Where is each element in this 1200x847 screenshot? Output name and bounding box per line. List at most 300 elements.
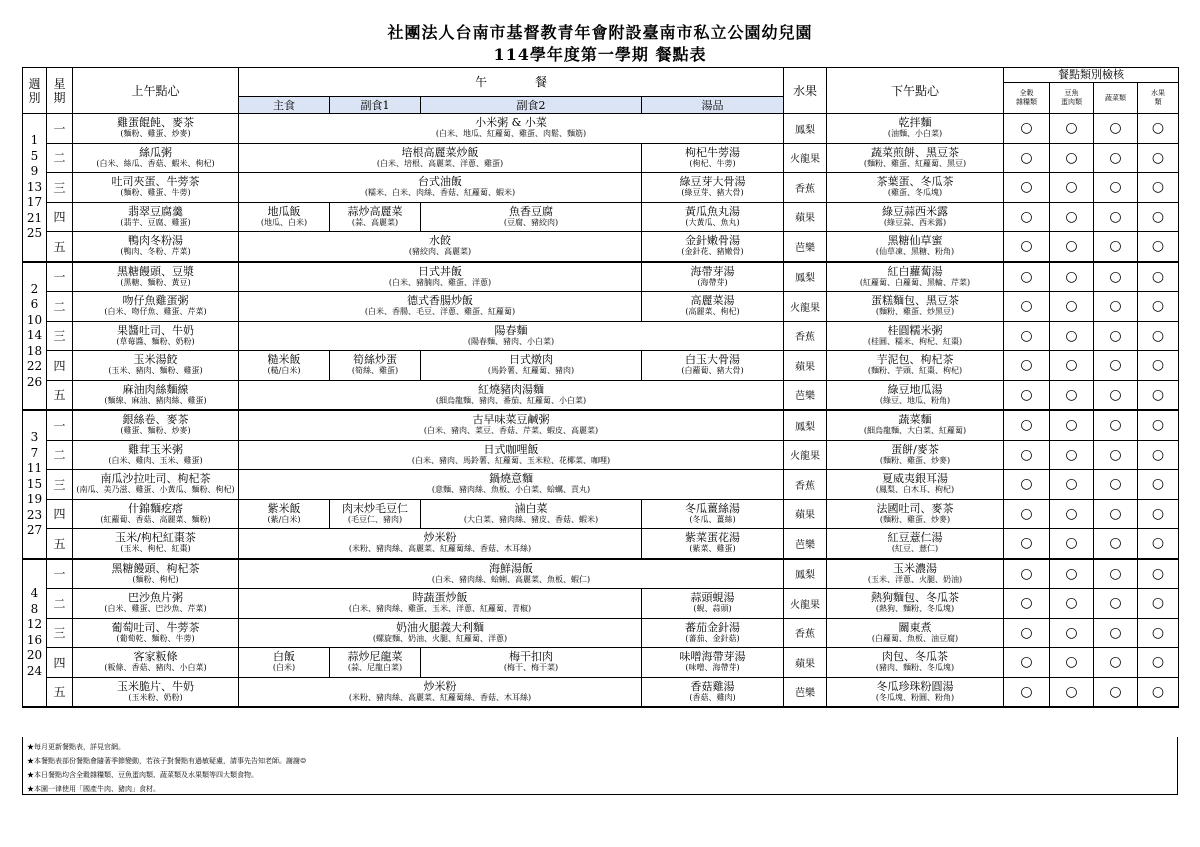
am-snack-ingredients: (草莓醬、麵粉、奶粉) bbox=[116, 336, 195, 346]
am-snack-ingredients: (翡芋、豆腐、雞蛋) bbox=[120, 217, 191, 227]
lunch-dish-name: 鍋燒意麵 bbox=[489, 472, 533, 486]
pm-snack bbox=[827, 292, 1004, 322]
check-circle: ○ bbox=[1094, 410, 1138, 440]
lunch-dish bbox=[239, 559, 784, 589]
soup-ingredients: (大黃瓜、魚丸) bbox=[685, 217, 740, 227]
check-circle: ○ bbox=[1050, 173, 1094, 203]
pm-snack-name: 綠豆蒜西米露 bbox=[882, 204, 949, 218]
check-circle: ○ bbox=[1050, 559, 1094, 589]
soup-name: 高麗菜湯 bbox=[690, 294, 735, 308]
pm-snack-ingredients: (白蘿蔔、魚板、油豆腐) bbox=[871, 633, 959, 643]
weekday: 五 bbox=[47, 380, 73, 410]
soup-ingredients: (枸杞、牛蒡) bbox=[689, 158, 736, 168]
menu-row bbox=[23, 410, 1179, 440]
lunch-dish-name: 時蔬蛋炒飯 bbox=[412, 591, 468, 605]
am-snack-ingredients: (粄條、香菇、豬肉、小白菜) bbox=[104, 663, 207, 673]
am-snack-ingredients: (葡萄乾、麵粉、牛蒡) bbox=[116, 633, 195, 643]
lunch-dish bbox=[239, 232, 642, 262]
pm-snack-ingredients: (豬肉、麵粉、冬瓜塊) bbox=[875, 663, 955, 673]
side-dish-2-name: 梅干扣肉 bbox=[509, 650, 553, 664]
weekday: 一 bbox=[47, 262, 73, 292]
notes bbox=[22, 737, 1178, 795]
pm-snack-ingredients: (綠豆蒜、西米露) bbox=[883, 217, 947, 227]
header-check-vegetable: 蔬菜類 bbox=[1094, 83, 1138, 114]
pm-snack bbox=[827, 321, 1004, 351]
am-snack bbox=[73, 559, 239, 589]
check-circle: ○ bbox=[1004, 410, 1050, 440]
lunch-dish-name: 炒米粉 bbox=[423, 531, 457, 545]
am-snack-ingredients: (白米、雞肉、玉米、雞蛋) bbox=[108, 455, 203, 465]
check-circle: ○ bbox=[1004, 648, 1050, 678]
pm-snack-ingredients: (鳳梨、白木耳、枸杞) bbox=[875, 485, 955, 495]
lunch-dish-ingredients: (白米、地瓜、紅蘿蔔、雞蛋、肉鬆、麵筋) bbox=[435, 129, 587, 139]
check-circle: ○ bbox=[1094, 232, 1138, 262]
check-circle: ○ bbox=[1004, 559, 1050, 589]
soup-ingredients: (高麗菜、枸杞) bbox=[685, 307, 740, 317]
am-snack-ingredients: (黑糖、麵粉、黃豆) bbox=[120, 277, 191, 287]
weekday: 四 bbox=[47, 202, 73, 232]
check-circle: ○ bbox=[1094, 380, 1138, 410]
am-snack bbox=[73, 589, 239, 619]
weekday: 三 bbox=[47, 470, 73, 500]
check-circle: ○ bbox=[1138, 618, 1179, 648]
fruit: 蘋果 bbox=[784, 499, 827, 529]
check-circle: ○ bbox=[1050, 143, 1094, 173]
pm-snack-ingredients: (紅豆、薏仁) bbox=[891, 544, 939, 554]
check-circle: ○ bbox=[1050, 677, 1094, 707]
weekday: 五 bbox=[47, 677, 73, 707]
pm-snack-ingredients: (雞蛋、冬瓜塊) bbox=[887, 188, 943, 198]
header-side-2: 副食2 bbox=[421, 97, 642, 114]
am-snack bbox=[73, 351, 239, 381]
check-circle: ○ bbox=[1138, 410, 1179, 440]
check-circle: ○ bbox=[1138, 677, 1179, 707]
check-circle: ○ bbox=[1004, 321, 1050, 351]
pm-snack bbox=[827, 351, 1004, 381]
am-snack-name: 南瓜沙拉吐司、枸杞茶 bbox=[100, 472, 211, 486]
note: ★每月更新餐點表，詳見官網。 bbox=[27, 743, 125, 751]
lunch-dish bbox=[239, 143, 642, 173]
weekday: 一 bbox=[47, 114, 73, 144]
am-snack-name: 葡萄吐司、牛蒡茶 bbox=[111, 620, 200, 634]
menu-row bbox=[23, 173, 1179, 203]
lunch-dish-name: 培根高麗菜炒飯 bbox=[401, 145, 479, 159]
am-snack bbox=[73, 262, 239, 292]
pm-snack bbox=[827, 648, 1004, 678]
side-dish-1-name: 筍絲炒蛋 bbox=[353, 353, 397, 367]
pm-snack-name: 黑糖仙草蜜 bbox=[887, 234, 943, 248]
am-snack-name: 麻油肉絲麵線 bbox=[122, 382, 189, 396]
lunch-dish-name: 陽春麵 bbox=[494, 323, 528, 337]
check-circle: ○ bbox=[1004, 529, 1050, 559]
header-main-dish: 主食 bbox=[239, 97, 330, 114]
menu-row bbox=[23, 499, 1179, 529]
check-circle: ○ bbox=[1094, 143, 1138, 173]
check-circle: ○ bbox=[1050, 440, 1094, 470]
check-circle: ○ bbox=[1138, 470, 1179, 500]
pm-snack bbox=[827, 114, 1004, 144]
side-dish-2 bbox=[421, 202, 642, 232]
lunch-dish-ingredients: (螺旋麵、奶油、火腿、紅蘿蔔、洋蔥) bbox=[372, 633, 508, 643]
weekday: 二 bbox=[47, 292, 73, 322]
side-dish-1-name: 蒜炒高麗菜 bbox=[347, 204, 403, 218]
check-circle: ○ bbox=[1138, 380, 1179, 410]
lunch-dish-name: 台式油飯 bbox=[418, 175, 462, 189]
pm-snack-ingredients: (油麵、小白菜) bbox=[887, 129, 943, 139]
side-dish-1 bbox=[330, 351, 421, 381]
lunch-dish-name: 水餃 bbox=[429, 234, 451, 248]
lunch-dish bbox=[239, 470, 784, 500]
menu-row bbox=[23, 618, 1179, 648]
pm-snack-name: 紅白蘿蔔湯 bbox=[887, 264, 943, 278]
side-dish-2-ingredients: (梅干、梅干菜) bbox=[503, 663, 559, 673]
check-circle: ○ bbox=[1138, 114, 1179, 144]
pm-snack bbox=[827, 173, 1004, 203]
note: ★本園一律使用「國產牛肉、豬肉」食材。 bbox=[27, 785, 160, 793]
check-circle: ○ bbox=[1138, 173, 1179, 203]
side-dish-1 bbox=[330, 499, 421, 529]
am-snack-ingredients: (紅蘿蔔、香菇、高麗菜、麵粉) bbox=[100, 514, 211, 524]
note: ★本餐點表部份餐點會隨著季節變動，若孩子對餐點有過敏疑慮，請事先告知老師。謝謝☺ bbox=[27, 757, 307, 765]
soup bbox=[642, 529, 784, 559]
pm-snack-ingredients: (綠豆、地瓜、粉角) bbox=[879, 395, 951, 405]
lunch-dish bbox=[239, 262, 642, 292]
pm-snack-ingredients: (麵粉、雞蛋、炒麥) bbox=[879, 514, 951, 524]
am-snack bbox=[73, 321, 239, 351]
header-check: 餐點類別檢核 bbox=[1004, 68, 1179, 83]
am-snack-name: 玉米脆片、牛奶 bbox=[117, 679, 194, 693]
side-dish-1-ingredients: (蒜、高麗菜) bbox=[351, 217, 399, 227]
pm-snack bbox=[827, 499, 1004, 529]
check-circle: ○ bbox=[1050, 232, 1094, 262]
am-snack-ingredients: (鴨肉、冬粉、芹菜) bbox=[120, 247, 191, 257]
fruit: 火龍果 bbox=[784, 292, 827, 322]
side-dish-1 bbox=[330, 648, 421, 678]
lunch-dish-ingredients: (糯米、白米、肉絲、香菇、紅蘿蔔、蝦米) bbox=[364, 188, 516, 198]
lunch-dish-ingredients: (意麵、豬肉絲、魚板、小白菜、蛤蠣、貢丸) bbox=[431, 485, 591, 495]
pm-snack bbox=[827, 380, 1004, 410]
pm-snack bbox=[827, 618, 1004, 648]
check-circle: ○ bbox=[1094, 173, 1138, 203]
am-snack-name: 玉米/枸杞紅棗茶 bbox=[115, 531, 196, 545]
soup-name: 白玉大骨湯 bbox=[685, 353, 740, 367]
am-snack-ingredients: (白米、絲瓜、香菇、蝦米、枸杞) bbox=[96, 158, 215, 168]
pm-snack-ingredients: (玉米、洋蔥、火腿、奶油) bbox=[867, 574, 963, 584]
check-circle: ○ bbox=[1050, 351, 1094, 381]
check-circle: ○ bbox=[1138, 529, 1179, 559]
check-circle: ○ bbox=[1138, 440, 1179, 470]
am-snack-ingredients: (白米、雞蛋、巴沙魚、芹菜) bbox=[104, 604, 207, 614]
weekday: 二 bbox=[47, 143, 73, 173]
soup-ingredients: (綠豆芽、豬大骨) bbox=[681, 188, 744, 198]
pm-snack-name: 冬瓜珍珠粉圓湯 bbox=[876, 679, 954, 693]
kindergarten-name: 社團法人台南市基督教青年會附設臺南市私立公園幼兒園 bbox=[387, 23, 813, 42]
pm-snack bbox=[827, 559, 1004, 589]
check-circle: ○ bbox=[1004, 143, 1050, 173]
check-circle: ○ bbox=[1094, 618, 1138, 648]
header-day: 星 期 bbox=[47, 68, 73, 114]
header-check-fruit: 水果 類 bbox=[1138, 83, 1179, 114]
am-snack-name: 翡翠豆腐羹 bbox=[128, 204, 183, 218]
lunch-dish-name: 古早味菜豆鹹粥 bbox=[472, 413, 550, 427]
note: ★本日餐點均含全穀雜糧類、豆魚蛋肉類、蔬菜類及水果類等四大類食物。 bbox=[27, 771, 258, 779]
am-snack-ingredients: (麵粉、雞蛋、牛蒡) bbox=[120, 188, 191, 198]
pm-snack bbox=[827, 143, 1004, 173]
am-snack bbox=[73, 202, 239, 232]
soup-name: 蒜頭蜆湯 bbox=[690, 591, 735, 605]
lunch-dish bbox=[239, 173, 642, 203]
week-label: 3 7 11 15 19 23 27 bbox=[23, 410, 47, 559]
check-circle: ○ bbox=[1050, 589, 1094, 619]
menu-row bbox=[23, 143, 1179, 173]
side-dish-2-name: 滷白菜 bbox=[514, 501, 548, 515]
am-snack bbox=[73, 232, 239, 262]
lunch-dish-ingredients: (白米、豬肉絲、蛤蜊、高麗菜、魚板、蝦仁) bbox=[431, 574, 591, 584]
side-dish-2-name: 魚香豆腐 bbox=[509, 204, 553, 218]
header-am-snack: 上午點心 bbox=[73, 68, 239, 114]
main-dish-ingredients: (白米) bbox=[272, 663, 296, 673]
side-dish-2-ingredients: (大白菜、豬肉絲、豬皮、香菇、蝦米) bbox=[463, 514, 599, 524]
main-dish-name: 地瓜飯 bbox=[267, 204, 301, 218]
soup bbox=[642, 292, 784, 322]
pm-snack bbox=[827, 677, 1004, 707]
pm-snack bbox=[827, 470, 1004, 500]
lunch-dish bbox=[239, 410, 784, 440]
am-snack bbox=[73, 677, 239, 707]
check-circle: ○ bbox=[1050, 114, 1094, 144]
am-snack bbox=[73, 618, 239, 648]
weekday: 四 bbox=[47, 351, 73, 381]
pm-snack-ingredients: (桂圓、糯米、枸杞、紅棗) bbox=[867, 336, 963, 346]
main-dish-name: 糙米飯 bbox=[267, 353, 301, 367]
fruit: 鳳梨 bbox=[784, 559, 827, 589]
pm-snack bbox=[827, 262, 1004, 292]
week-label: 4 8 12 16 20 24 bbox=[23, 559, 47, 708]
am-snack bbox=[73, 470, 239, 500]
am-snack bbox=[73, 410, 239, 440]
am-snack-ingredients: (玉米、豬肉、麵粉、雞蛋) bbox=[108, 366, 203, 376]
check-circle: ○ bbox=[1094, 499, 1138, 529]
header-side-1: 副食1 bbox=[330, 97, 421, 114]
soup bbox=[642, 173, 784, 203]
soup-ingredients: (海帶芽) bbox=[697, 277, 728, 287]
soup-ingredients: (紫菜、雞蛋) bbox=[689, 544, 736, 554]
weekday: 四 bbox=[47, 648, 73, 678]
lunch-dish-name: 炒米粉 bbox=[423, 679, 457, 693]
soup bbox=[642, 262, 784, 292]
soup-ingredients: (白蘿蔔、豬大骨) bbox=[681, 366, 744, 376]
header-pm-snack: 下午點心 bbox=[827, 68, 1004, 114]
pm-snack-ingredients: (麵粉、雞蛋、紅蘿蔔、黑豆) bbox=[863, 158, 967, 168]
lunch-dish-name: 日式咖哩飯 bbox=[483, 442, 539, 456]
am-snack bbox=[73, 499, 239, 529]
lunch-dish-ingredients: (白米、豬肉、馬鈴薯、紅蘿蔔、玉米粒、花椰菜、咖哩) bbox=[411, 455, 611, 465]
check-circle: ○ bbox=[1138, 559, 1179, 589]
check-circle: ○ bbox=[1050, 410, 1094, 440]
lunch-dish-ingredients: (白米、培根、高麗菜、洋蔥、雞蛋) bbox=[376, 158, 504, 168]
am-snack-name: 黑糖饅頭、豆漿 bbox=[117, 264, 194, 278]
header-fruit: 水果 bbox=[784, 68, 827, 114]
pm-snack-name: 蔬菜煎餅、黑豆茶 bbox=[871, 145, 960, 159]
lunch-dish bbox=[239, 292, 642, 322]
menu-row bbox=[23, 321, 1179, 351]
soup bbox=[642, 648, 784, 678]
pm-snack-name: 茶葉蛋、冬瓜茶 bbox=[876, 175, 954, 189]
check-circle: ○ bbox=[1094, 114, 1138, 144]
weekday: 三 bbox=[47, 321, 73, 351]
pm-snack-name: 熱狗麵包、冬瓜茶 bbox=[871, 591, 960, 605]
pm-snack-name: 乾拌麵 bbox=[898, 116, 932, 130]
weekday: 一 bbox=[47, 559, 73, 589]
side-dish-2 bbox=[421, 648, 642, 678]
soup bbox=[642, 677, 784, 707]
check-circle: ○ bbox=[1050, 292, 1094, 322]
check-circle: ○ bbox=[1004, 589, 1050, 619]
am-snack-ingredients: (雞蛋、麵粉、炒麥) bbox=[120, 426, 191, 436]
weekday: 五 bbox=[47, 529, 73, 559]
side-dish-1-name: 肉末炒毛豆仁 bbox=[342, 501, 408, 515]
check-circle: ○ bbox=[1050, 380, 1094, 410]
am-snack-name: 巴沙魚片粥 bbox=[128, 591, 183, 605]
pm-snack-ingredients: (細烏龍麵、大白菜、紅蘿蔔) bbox=[863, 426, 967, 436]
check-circle: ○ bbox=[1004, 114, 1050, 144]
lunch-dish-ingredients: (白米、豬腩肉、雞蛋、洋蔥) bbox=[388, 277, 492, 287]
fruit: 蘋果 bbox=[784, 648, 827, 678]
check-circle: ○ bbox=[1138, 262, 1179, 292]
lunch-dish bbox=[239, 677, 642, 707]
header-lunch: 午 餐 bbox=[239, 68, 784, 97]
menu-row bbox=[23, 380, 1179, 410]
am-snack-name: 黑糖饅頭、枸杞茶 bbox=[111, 561, 200, 575]
am-snack bbox=[73, 173, 239, 203]
menu-row bbox=[23, 648, 1179, 678]
pm-snack-name: 綠豆地瓜湯 bbox=[887, 382, 943, 396]
fruit: 蘋果 bbox=[784, 202, 827, 232]
pm-snack-name: 桂圓糯米粥 bbox=[887, 323, 943, 337]
check-circle: ○ bbox=[1050, 618, 1094, 648]
pm-snack-name: 芋泥包、枸杞茶 bbox=[876, 353, 954, 367]
check-circle: ○ bbox=[1050, 470, 1094, 500]
menu-row bbox=[23, 292, 1179, 322]
pm-snack-name: 玉米濃湯 bbox=[893, 561, 938, 575]
menu-row bbox=[23, 677, 1179, 707]
am-snack bbox=[73, 440, 239, 470]
check-circle: ○ bbox=[1050, 648, 1094, 678]
soup bbox=[642, 232, 784, 262]
side-dish-2-name: 日式燉肉 bbox=[509, 353, 553, 367]
pm-snack-ingredients: (冬瓜塊、粉圓、粉角) bbox=[875, 692, 955, 702]
check-circle: ○ bbox=[1004, 351, 1050, 381]
lunch-dish-ingredients: (豬絞肉、高麗菜) bbox=[408, 247, 472, 257]
soup-ingredients: (香菇、雞肉) bbox=[689, 692, 736, 702]
pm-snack-ingredients: (紅蘿蔔、白蘿蔔、黑輪、芹菜) bbox=[859, 277, 971, 287]
check-circle: ○ bbox=[1004, 262, 1050, 292]
lunch-dish bbox=[239, 321, 784, 351]
menu-table bbox=[22, 67, 1179, 708]
am-snack-name: 吐司夾蛋、牛蒡茶 bbox=[111, 175, 200, 189]
pm-snack bbox=[827, 529, 1004, 559]
check-circle: ○ bbox=[1094, 440, 1138, 470]
check-circle: ○ bbox=[1050, 202, 1094, 232]
lunch-dish-ingredients: (白米、豬肉絲、雞蛋、玉米、洋蔥、紅蘿蔔、青椒) bbox=[348, 604, 532, 614]
am-snack-name: 吻仔魚雞蛋粥 bbox=[122, 294, 189, 308]
am-snack-name: 絲瓜粥 bbox=[139, 145, 172, 159]
pm-snack-name: 蛋餅/麥茶 bbox=[891, 442, 939, 456]
week-label: 2 6 10 14 18 22 26 bbox=[23, 262, 47, 411]
fruit: 香蕉 bbox=[784, 618, 827, 648]
lunch-dish bbox=[239, 440, 784, 470]
main-dish-name: 紫米飯 bbox=[267, 501, 301, 515]
check-circle: ○ bbox=[1094, 559, 1138, 589]
lunch-dish-name: 德式香腸炒飯 bbox=[407, 294, 473, 308]
lunch-dish-ingredients: (米粉、豬肉絲、高麗菜、紅蘿蔔絲、香菇、木耳絲) bbox=[348, 544, 532, 554]
pm-snack-name: 蔬菜麵 bbox=[898, 413, 932, 427]
main-dish bbox=[239, 202, 330, 232]
fruit: 鳳梨 bbox=[784, 410, 827, 440]
am-snack-ingredients: (麵線、麻油、豬肉絲、雞蛋) bbox=[104, 395, 207, 405]
menu-title: 114學年度第一學期 餐點表 bbox=[493, 45, 707, 64]
lunch-dish-name: 紅燒豬肉湯麵 bbox=[478, 382, 544, 396]
check-circle: ○ bbox=[1094, 321, 1138, 351]
weekday: 二 bbox=[47, 589, 73, 619]
soup-name: 紫菜蛋花湯 bbox=[685, 531, 740, 545]
check-circle: ○ bbox=[1138, 648, 1179, 678]
am-snack bbox=[73, 380, 239, 410]
fruit: 芭樂 bbox=[784, 380, 827, 410]
side-dish-2 bbox=[421, 351, 642, 381]
lunch-dish-name: 奶油火腿義大利麵 bbox=[396, 620, 484, 634]
soup bbox=[642, 618, 784, 648]
am-snack-ingredients: (南瓜、美乃滋、雞蛋、小黃瓜、麵粉、枸杞) bbox=[76, 485, 235, 495]
soup-name: 冬瓜薑絲湯 bbox=[685, 501, 740, 515]
pm-snack bbox=[827, 410, 1004, 440]
check-circle: ○ bbox=[1094, 292, 1138, 322]
soup-name: 黃瓜魚丸湯 bbox=[685, 204, 740, 218]
soup-name: 香菇雞湯 bbox=[690, 679, 735, 693]
soup-name: 綠豆芽大骨湯 bbox=[679, 175, 746, 189]
weekday: 一 bbox=[47, 410, 73, 440]
menu-row bbox=[23, 559, 1179, 589]
check-circle: ○ bbox=[1094, 677, 1138, 707]
soup bbox=[642, 499, 784, 529]
am-snack-name: 銀絲卷、麥茶 bbox=[122, 413, 189, 427]
lunch-dish-name: 日式丼飯 bbox=[418, 264, 462, 278]
lunch-dish bbox=[239, 114, 784, 144]
main-dish-name: 白飯 bbox=[273, 650, 295, 664]
side-dish-1-name: 蒜炒尼龍菜 bbox=[347, 650, 403, 664]
menu-row bbox=[23, 114, 1179, 144]
fruit: 芭樂 bbox=[784, 677, 827, 707]
main-dish-ingredients: (糙/白米) bbox=[267, 366, 301, 376]
pm-snack-ingredients: (麵粉、芋頭、紅棗、枸杞) bbox=[867, 366, 963, 376]
lunch-dish-ingredients: (白米、香腸、毛豆、洋蔥、雞蛋、紅蘿蔔) bbox=[364, 307, 516, 317]
weekday: 三 bbox=[47, 173, 73, 203]
fruit: 香蕉 bbox=[784, 173, 827, 203]
soup-ingredients: (味噌、海帶芽) bbox=[685, 663, 740, 673]
fruit: 火龍果 bbox=[784, 143, 827, 173]
menu-body bbox=[23, 114, 1179, 708]
check-circle: ○ bbox=[1138, 143, 1179, 173]
soup bbox=[642, 351, 784, 381]
header-check-protein: 豆魚 蛋肉類 bbox=[1050, 83, 1094, 114]
lunch-dish-ingredients: (細烏龍麵、豬肉、番茄、紅蘿蔔、小白菜) bbox=[435, 395, 587, 405]
am-snack-name: 客家粄條 bbox=[133, 650, 178, 664]
soup-ingredients: (金針花、豬嫩骨) bbox=[681, 247, 744, 257]
check-circle: ○ bbox=[1138, 232, 1179, 262]
fruit: 火龍果 bbox=[784, 440, 827, 470]
lunch-dish-ingredients: (米粉、豬肉絲、高麗菜、紅蘿蔔絲、香菇、木耳絲) bbox=[348, 692, 532, 702]
soup bbox=[642, 202, 784, 232]
